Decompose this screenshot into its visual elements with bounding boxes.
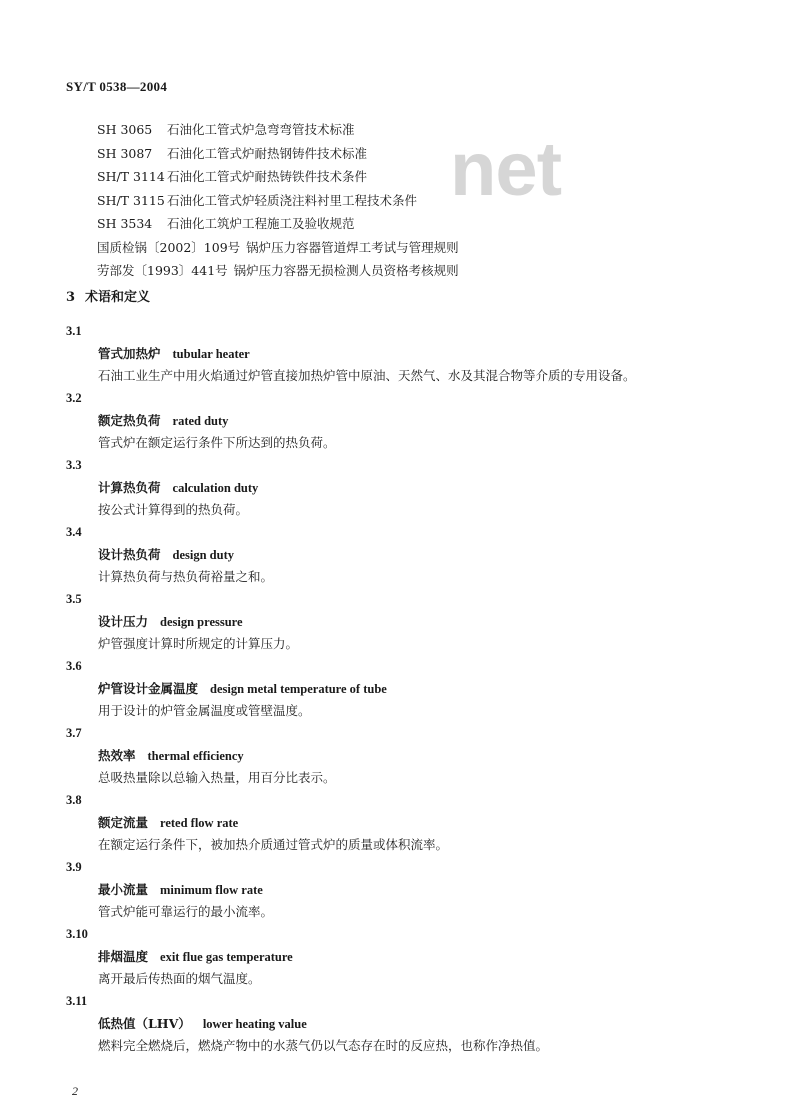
document-code: SY/T 0538—2004 [66, 79, 168, 94]
term-name-en: thermal efficiency [147, 749, 244, 763]
section-number: 3 [66, 290, 76, 305]
term-name-zh: 额定热负荷 [98, 413, 161, 428]
reference-item [97, 165, 459, 189]
term-name-zh: 炉管设计金属温度 [98, 681, 199, 696]
term-definition: 燃料完全燃烧后，燃烧产物中的水蒸气仍以气态存在时的反应热，也称作净热值。 [98, 1038, 549, 1053]
term-entry [66, 990, 746, 1057]
term-definition: 在额定运行条件下，被加热介质通过管式炉的质量或体积流率。 [98, 837, 449, 852]
reference-item [97, 142, 459, 166]
term-name-en: exit flue gas temperature [160, 950, 293, 964]
term-number: 3.3 [66, 458, 82, 472]
term-entry [66, 454, 746, 521]
term-definition: 离开最后传热面的烟气温度。 [98, 971, 261, 986]
term-name [66, 811, 746, 834]
term-number: 3.4 [66, 525, 82, 539]
term-entry [66, 923, 746, 990]
reference-code: 劳部发〔1993〕441号 [97, 263, 228, 278]
section-title: 术语和定义 [85, 290, 151, 305]
reference-code: SH 3534 [97, 216, 153, 231]
section-heading [66, 286, 150, 305]
term-name-zh: 管式加热炉 [98, 346, 161, 361]
reference-item [97, 189, 459, 213]
watermark: net [450, 127, 561, 212]
term-name-zh: 低热值（LHV） [98, 1016, 191, 1031]
term-definition: 按公式计算得到的热负荷。 [98, 502, 249, 517]
term-entry [66, 655, 746, 722]
term-entry [66, 387, 746, 454]
reference-title: 石油化工管式炉耐热钢铸件技术标准 [167, 145, 368, 161]
term-definition [66, 365, 746, 387]
term-entry [66, 521, 746, 588]
term-name-en: rated duty [172, 414, 229, 428]
term-definition: 管式炉在额定运行条件下所达到的热负荷。 [98, 435, 336, 450]
reference-title: 石油化工管式炉轻质浇注料衬里工程技术条件 [167, 192, 418, 208]
term-name-en: calculation duty [172, 481, 259, 495]
reference-item [97, 236, 459, 260]
term-number: 3.5 [66, 592, 82, 606]
reference-title: 石油化工筑炉工程施工及验收规范 [167, 216, 355, 231]
term-definition: 总吸热量除以总输入热量，用百分比表示。 [98, 770, 336, 785]
term-number: 3.9 [66, 860, 82, 874]
term-name [66, 945, 746, 968]
terms-list [66, 320, 746, 1057]
page-number: 2 [72, 1084, 78, 1098]
term-number: 3.6 [66, 659, 82, 673]
term-definition: 计算热负荷与热负荷裕量之和。 [98, 569, 274, 584]
term-name-en: design metal temperature of tube [210, 682, 387, 696]
term-entry [66, 722, 746, 789]
term-name [66, 744, 746, 767]
term-name-en: design pressure [160, 615, 243, 629]
term-definition: 用于设计的炉管金属温度或管壁温度。 [98, 703, 311, 718]
term-name [66, 1012, 746, 1035]
reference-item [97, 212, 459, 236]
term-name-en: lower heating value [202, 1017, 307, 1031]
term-entry [66, 320, 746, 387]
term-name-en: minimum flow rate [160, 883, 263, 897]
term-name-zh: 最小流量 [98, 882, 149, 897]
term-name-en: reted flow rate [160, 816, 239, 830]
term-definition: 炉管强度计算时所规定的计算压力。 [98, 636, 299, 651]
normative-references [97, 118, 459, 283]
term-definition: 管式炉能可靠运行的最小流率。 [98, 904, 274, 919]
term-number: 3.1 [66, 324, 82, 338]
term-name-en: design duty [172, 548, 234, 562]
term-name-zh: 额定流量 [98, 815, 149, 830]
term-name-zh: 热效率 [98, 748, 136, 763]
term-name [66, 878, 746, 901]
term-name-en: tubular heater [172, 347, 250, 361]
reference-code: SH 3087 [97, 145, 153, 161]
reference-code: 国质检锅〔2002〕109号 [97, 239, 241, 255]
term-name-zh: 排烟温度 [98, 949, 149, 964]
reference-title: 锅炉压力容器管道焊工考试与管理规则 [246, 239, 459, 255]
reference-item [97, 118, 459, 142]
term-name [66, 476, 746, 499]
reference-code: SH/T 3114 [97, 169, 165, 184]
term-entry [66, 856, 746, 923]
reference-title: 石油化工管式炉耐热铸铁件技术条件 [167, 169, 368, 184]
term-number: 3.7 [66, 726, 82, 740]
term-definition-text: 石油工业生产中用火焰通过炉管直接加热炉管中原油、天然气、水及其混合物等介质的专用设备。 [98, 368, 636, 383]
reference-item [97, 259, 459, 283]
term-name [66, 409, 746, 432]
term-name [66, 677, 746, 700]
term-name [66, 342, 746, 365]
term-number: 3.10 [66, 927, 88, 941]
reference-title: 锅炉压力容器无损检测人员资格考核规则 [233, 263, 459, 278]
term-entry [66, 789, 746, 856]
reference-code: SH/T 3115 [97, 192, 165, 208]
term-number: 3.8 [66, 793, 82, 807]
term-name [66, 543, 746, 566]
term-number: 3.2 [66, 391, 82, 405]
term-name-zh: 设计热负荷 [98, 547, 161, 562]
reference-title: 石油化工管式炉急弯弯管技术标准 [167, 122, 355, 137]
term-entry [66, 588, 746, 655]
term-name [66, 610, 746, 633]
term-number: 3.11 [66, 994, 88, 1008]
term-name-zh: 设计压力 [98, 614, 149, 629]
term-name-zh: 计算热负荷 [98, 480, 161, 495]
reference-code: SH 3065 [97, 122, 153, 137]
